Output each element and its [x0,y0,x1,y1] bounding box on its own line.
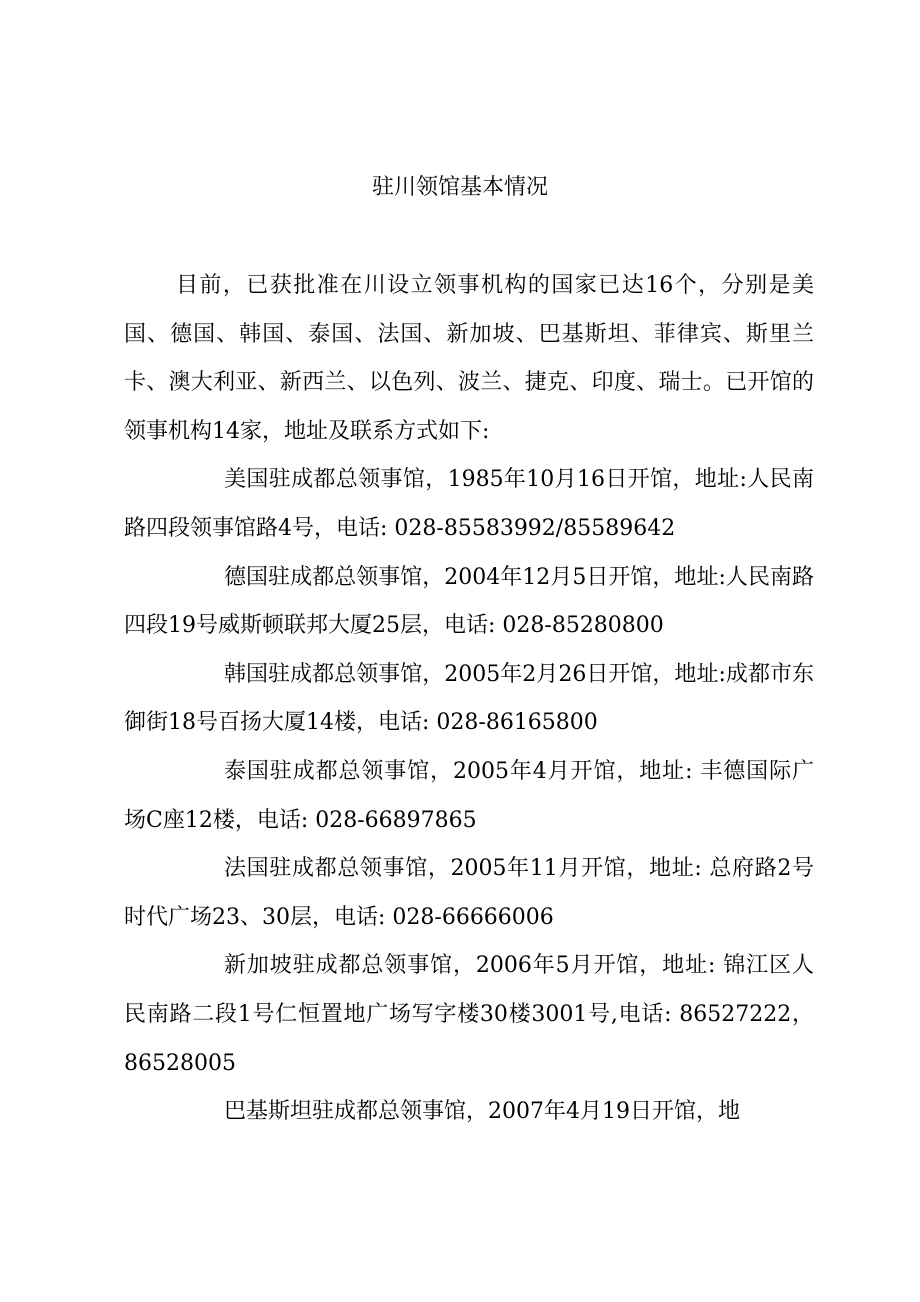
consulate-entry-pakistan: 巴基斯坦驻成都总领事馆，2007年4月19日开馆，地 [224,1099,740,1125]
intro-paragraph: 目前，已获批准在川设立领事机构的国家已达16个，分别是美国、德国、韩国、泰国、法国、新加坡、巴基斯坦、菲律宾、斯里兰卡、澳大利亚、新西兰、以色列、波兰、捷克、印度、瑞士。已开馆的领事机构14家，地址及联系方式如下: [124,273,814,444]
consulate-entry-korea: 韩国驻成都总领事馆，2005年2月26日开馆，地址:成都市东御街18号百扬大厦14楼，电话: 028-86165800 [124,661,814,736]
consulate-entry-france: 法国驻成都总领事馆，2005年11月开馆，地址: 总府路2号时代广场23、30层，电话: 028-66666006 [124,856,814,930]
document-body [124,262,814,1137]
consulate-entry-usa: 美国驻成都总领事馆，1985年10月16日开馆，地址:人民南路四段领事馆路4号，电话: 028-85583992/85589642 [124,467,814,541]
consulate-entry-germany: 德国驻成都总领事馆，2004年12月5日开馆，地址:人民南路四段19号威斯顿联邦大厦25层，电话: 028-85280800 [124,564,814,639]
document-title: 驻川领馆基本情况 [371,175,548,200]
consulate-entry-thailand: 泰国驻成都总领事馆，2005年4月开馆，地址: 丰德国际广场C座12楼，电话: 028-66897865 [124,758,814,833]
consulate-entry-singapore: 新加坡驻成都总领事馆，2006年5月开馆，地址: 锦江区人民南路二段1号仁恒置地广场写字楼30楼3001号,电话: 86527222，86528005 [124,953,814,1076]
